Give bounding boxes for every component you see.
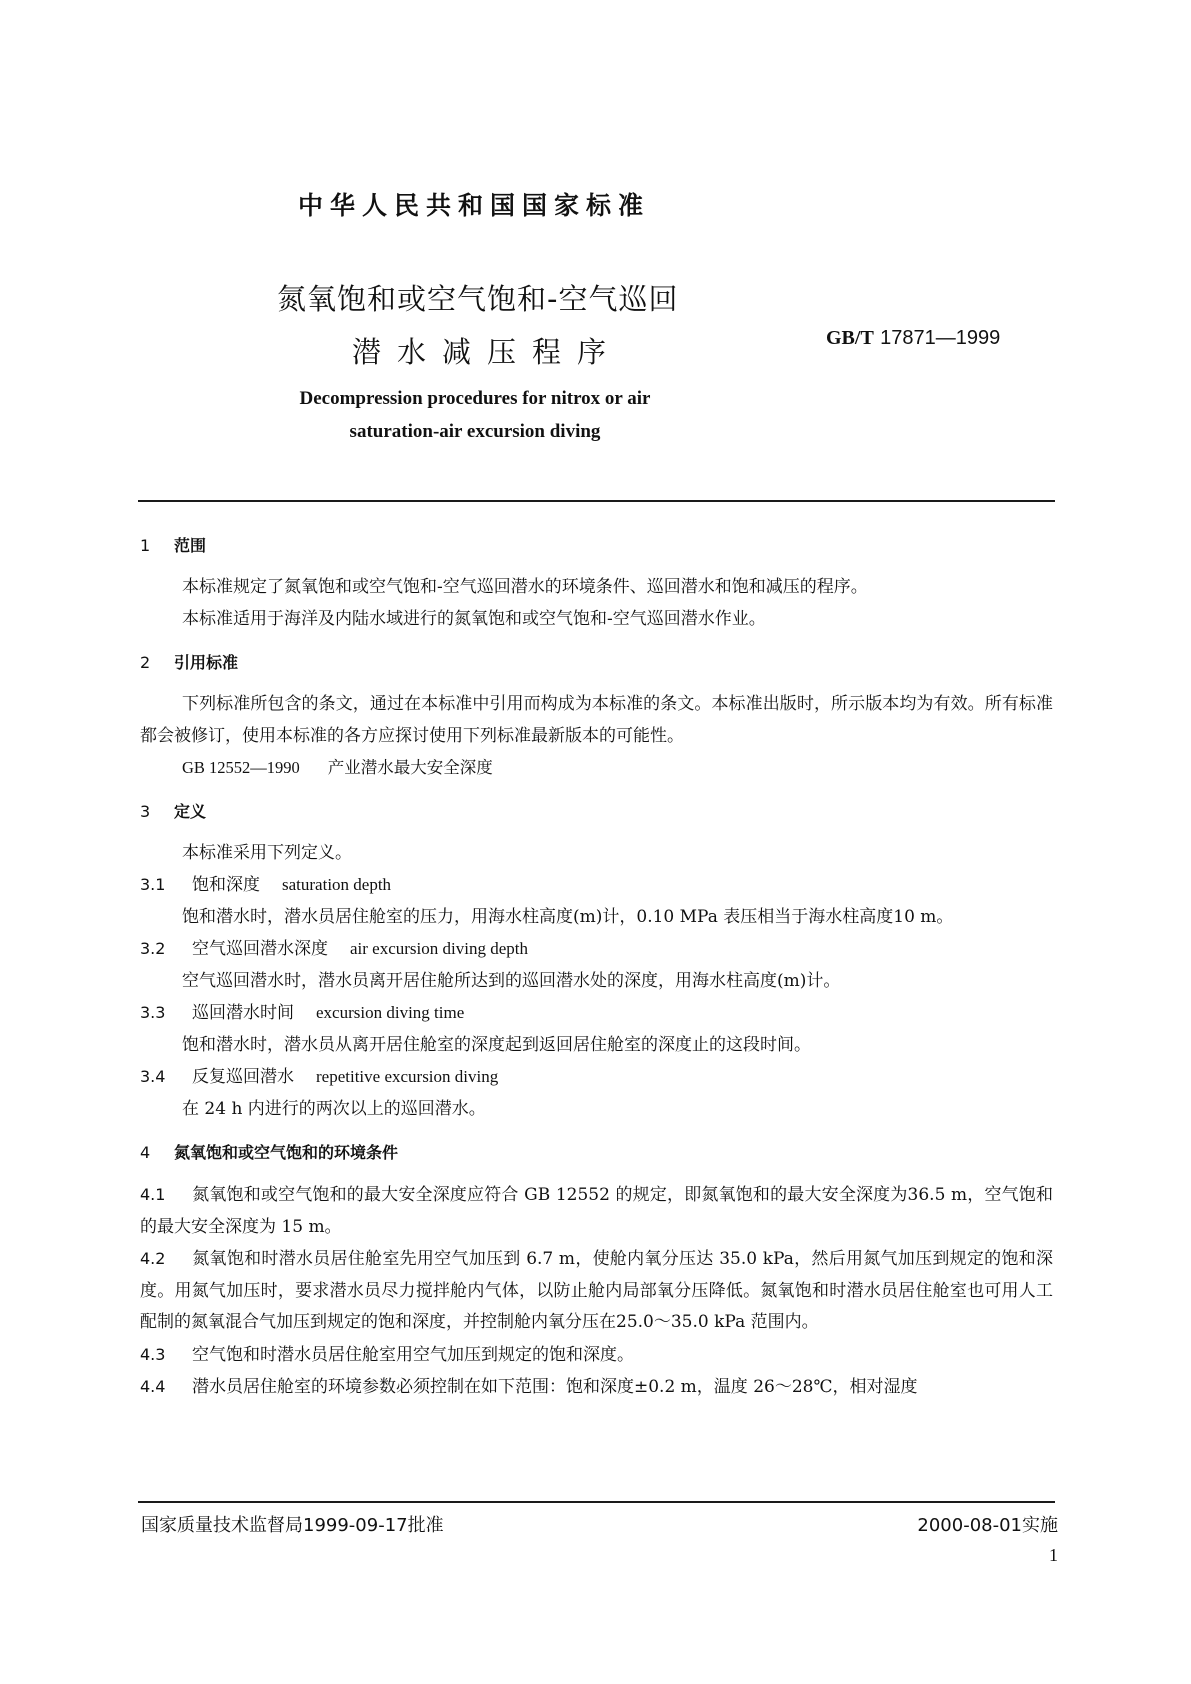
section-number: 2	[140, 653, 151, 672]
clause-text: 空气饱和时潜水员居住舱室用空气加压到规定的饱和深度。	[192, 1344, 634, 1365]
reference-item	[140, 752, 1053, 784]
term-definition: 空气巡回潜水时，潜水员离开居住舱所达到的巡回潜水处的深度，用海水柱高度(m)计。	[182, 970, 841, 991]
term-definition: 饱和潜水时，潜水员居住舱室的压力，用海水柱高度(m)计，0.10 MPa 表压相当于海水柱高度10 m。	[182, 906, 954, 927]
document-body	[140, 530, 1053, 1404]
section-number: 4	[140, 1143, 151, 1162]
term-en: repetitive excursion diving	[316, 1067, 499, 1086]
approval-date: 国家质量技术监督局1999-09-17批准	[141, 1515, 444, 1536]
term-en: excursion diving time	[316, 1003, 465, 1022]
page-number: 1	[1049, 1545, 1058, 1565]
term-en: air excursion diving depth	[350, 939, 528, 958]
term-cn: 巡回潜水时间	[192, 1003, 294, 1023]
section-heading-4	[140, 1137, 1053, 1169]
term-definition: 在 24 h 内进行的两次以上的巡回潜水。	[182, 1098, 486, 1119]
paragraph: 本标准适用于海洋及内陆水域进行的氮氧饱和或空气饱和-空气巡回潜水作业。	[182, 608, 766, 629]
standard-prefix: GB/T	[826, 327, 874, 349]
section-number: 1	[140, 536, 151, 555]
clause-number: 4.1	[140, 1185, 166, 1204]
clause-number: 4.3	[140, 1344, 166, 1364]
paragraph: 下列标准所包含的条文，通过在本标准中引用而构成为本标准的条文。本标准出版时，所示版本均为有效。所有标准都会被修订，使用本标准的各方应探讨使用下列标准最新版本的可能性。	[140, 694, 1053, 746]
section-heading-3	[140, 796, 1053, 828]
reference-title: 产业潜水最大安全深度	[327, 758, 493, 777]
term-en: saturation depth	[282, 875, 392, 894]
section-heading-1	[140, 530, 1053, 562]
clause-text: 潜水员居住舱室的环境参数必须控制在如下范围：饱和深度±0.2 m，温度 26～28℃，相对湿度	[192, 1377, 918, 1397]
section-title: 范围	[174, 536, 207, 555]
section-title: 引用标准	[174, 653, 239, 672]
term-heading	[140, 1061, 1053, 1094]
title-en-line1: Decompression procedures for nitrox or air	[299, 388, 651, 409]
term-heading	[140, 997, 1053, 1030]
clause-number: 4.2	[140, 1249, 166, 1268]
implementation-date: 2000-08-01实施	[917, 1515, 1058, 1536]
title-cn-line2: 潜水减压程序	[352, 335, 623, 369]
term-cn: 空气巡回潜水深度	[192, 939, 328, 959]
paragraph: 本标准采用下列定义。	[182, 842, 352, 863]
nation-title: 中华人民共和国国家标准	[298, 191, 651, 220]
section-title: 氮氧饱和或空气饱和的环境条件	[174, 1143, 399, 1162]
term-definition: 饱和潜水时，潜水员从离开居住舱室的深度起到返回居住舱室的深度止的这段时间。	[182, 1034, 811, 1055]
term-number: 3.1	[140, 875, 166, 894]
header-divider	[138, 500, 1055, 502]
title-cn-line1: 氮氧饱和或空气饱和-空气巡回	[277, 282, 679, 316]
term-cn: 饱和深度	[192, 875, 260, 895]
clause-4-1	[140, 1179, 1053, 1243]
section-title: 定义	[174, 801, 207, 821]
standard-number: 17871—1999	[880, 327, 1001, 349]
term-heading	[140, 869, 1053, 902]
section-number: 3	[140, 801, 151, 821]
term-number: 3.4	[140, 1067, 166, 1086]
paragraph: 本标准规定了氮氧饱和或空气饱和-空气巡回潜水的环境条件、巡回潜水和饱和减压的程序。	[182, 577, 868, 597]
term-number: 3.3	[140, 1003, 166, 1022]
title-en-line2: saturation-air excursion diving	[349, 421, 601, 442]
clause-number: 4.4	[140, 1377, 166, 1396]
clause-text: 氮氧饱和时潜水员居住舱室先用空气加压到 6.7 m，使舱内氧分压达 35.0 kPa，然后用氮气加压到规定的饱和深度。用氮气加压时，要求潜水员尽力搅拌舱内气体，以防止舱内局部氧分压降低。氮氧饱和时潜水员居住舱室也可用人工配制的氮氧混合气加压到规定的饱和深度，并控制舱内氧分压在25.0～35.0 kPa 范围内。	[140, 1249, 1053, 1332]
reference-code: GB 12552—1990	[182, 758, 300, 777]
section-heading-2	[140, 647, 1053, 679]
clause-4-2	[140, 1243, 1053, 1339]
term-number: 3.2	[140, 939, 166, 958]
clause-text: 氮氧饱和或空气饱和的最大安全深度应符合 GB 12552 的规定，即氮氧饱和的最大安全深度为36.5 m，空气饱和的最大安全深度为 15 m。	[140, 1185, 1053, 1237]
clause-4-4	[140, 1371, 1053, 1404]
clause-4-3	[140, 1339, 1053, 1372]
standard-code	[826, 325, 1000, 350]
term-heading	[140, 933, 1053, 966]
term-cn: 反复巡回潜水	[192, 1067, 294, 1087]
footer-divider	[138, 1501, 1055, 1503]
